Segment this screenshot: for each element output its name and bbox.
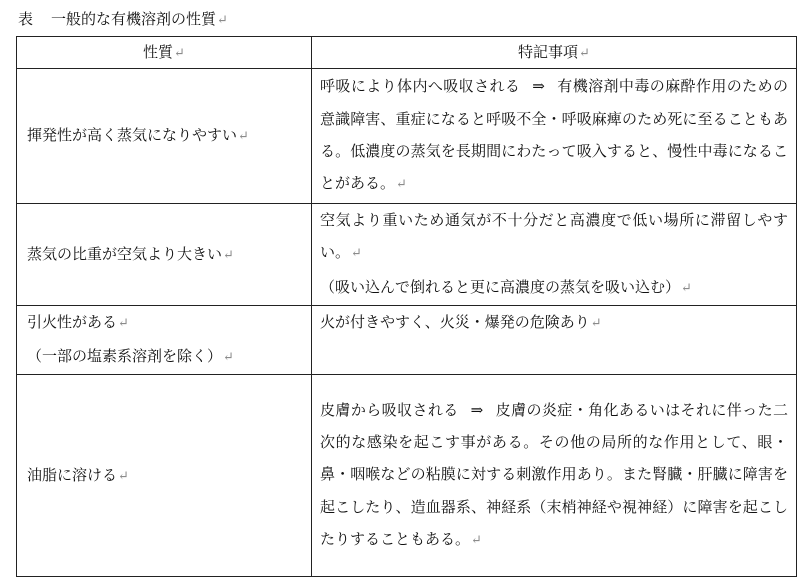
paragraph-mark-icon: ↵ <box>118 468 129 484</box>
paragraph-mark-icon: ↵ <box>471 532 482 548</box>
header-property: 性質↵ <box>17 37 312 69</box>
table-header-row <box>17 37 797 69</box>
paragraph-mark-icon: ↵ <box>590 316 602 331</box>
paragraph-mark-icon: ↵ <box>681 280 692 296</box>
header-notes: 特記事項↵ <box>312 37 797 69</box>
property-cell: 引火性がある↵ （一部の塩素系溶剤を除く）↵ <box>17 306 312 375</box>
caption-title: 一般的な有機溶剤の性質 <box>51 10 217 28</box>
note-cell: 火が付きやすく、火災・爆発の危険あり↵ <box>312 306 797 375</box>
property-cell: 揮発性が高く蒸気になりやすい↵ <box>17 69 312 204</box>
paragraph-mark-icon: ↵ <box>223 247 234 263</box>
paragraph-mark-icon: ↵ <box>217 13 228 28</box>
caption-label: 表 <box>18 10 34 28</box>
paragraph-mark-icon: ↵ <box>351 246 362 262</box>
paragraph-mark-icon: ↵ <box>396 177 407 193</box>
note-cell: 空気より重いため通気が不十分だと高濃度で低い場所に滞留しやすい。↵ （吸い込んで倒れると更に高濃度の蒸気を吸い込む）↵ <box>312 204 797 306</box>
solvent-properties-table <box>16 36 797 577</box>
note-cell: 呼吸により体内へ吸収される ⇒ 有機溶剤中毒の麻酔作用のための意識障害、重症になると呼吸不全・呼吸麻痺のため死に至ることもある。低濃度の蒸気を長期間にわたって吸入すると、慢性中毒になることがある。↵ <box>312 69 797 204</box>
property-cell: 油脂に溶ける↵ <box>17 375 312 577</box>
table-row <box>17 69 797 204</box>
property-cell: 蒸気の比重が空気より大きい↵ <box>17 204 312 306</box>
table-caption <box>18 9 228 31</box>
table-row <box>17 204 797 306</box>
paragraph-mark-icon: ↵ <box>238 129 249 144</box>
right-arrow-icon: ⇒ <box>470 400 484 419</box>
paragraph-mark-icon: ↵ <box>118 316 129 331</box>
note-cell: 皮膚から吸収される ⇒ 皮膚の炎症・角化あるいはそれに伴った二次的な感染を起こす事がある。その他の局所的な作用として、眼・鼻・咽喉などの粘膜に対する刺激作用あり。また腎臓・肝臓に障害を起こしたり、造血器系、神経系（末梢神経や視神経）に障害を起こしたりすることもある。↵ <box>312 375 797 577</box>
paragraph-mark-icon: ↵ <box>579 45 590 61</box>
paragraph-mark-icon: ↵ <box>223 350 234 365</box>
table-row <box>17 306 797 375</box>
right-arrow-icon: ⇒ <box>532 77 545 96</box>
table-row <box>17 375 797 577</box>
paragraph-mark-icon: ↵ <box>174 45 185 61</box>
